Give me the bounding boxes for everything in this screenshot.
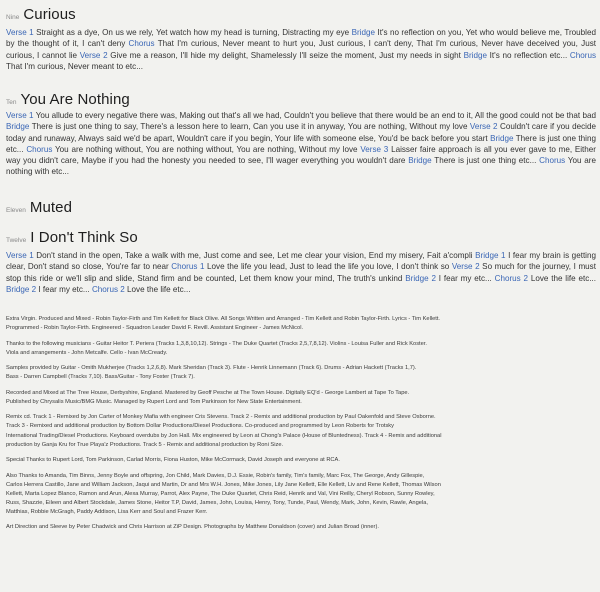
credits-line: Recorded and Mixed at The Tree House, Derbyshire, England. Mastered by Geoff Pesche at The Town House. Digitally EQ'd - George Lambert at Tape To Tape.	[6, 389, 410, 396]
track-number: Nine	[6, 14, 20, 21]
section-label: Verse 1	[6, 111, 34, 120]
credits-line: Extra Virgin. Produced and Mixed - Robin Taylor-Firth and Tim Kellett for Black Olive. All Songs Written and Arranged - Tim Kellett and Robin Taylor-Firth. Lyrics - Tim Kellett.	[6, 316, 441, 322]
song-title: I Don't Think So	[30, 229, 138, 246]
credits-line: International Trading/Diesel Productions. Keyboard overdubs by Jon Hall. Mix engineered by Leon at Chong's Palace (House of Bluntedness). Track 4 - Remix and additional	[6, 432, 442, 439]
section-label: Bridge 1	[475, 251, 506, 260]
song-heading	[6, 199, 72, 216]
credits-paragraph	[6, 456, 594, 465]
section-label: Verse 3	[360, 144, 389, 154]
credits-line: production by Ganja Kru for True Playa'z Productions. Track 5 - Remix and additional production by Roni Size.	[6, 441, 284, 448]
credits-line: Russ, Shazzie, Eileen and Albert Stockdale, James Stone, Heitor T.P, David, James, John, Louisa, Henry, Tony, Tunde, Paul, Wendy, Mark, John, Kevin, Rawle, Angela,	[6, 499, 428, 506]
lyric-text: Laisser faire approach is all you ever gave to me, Either way you didn't care, Maybe if you had the honesty you needed to see, I'll wager everything you wouldn't dare	[6, 144, 596, 166]
section-label: Chorus	[569, 50, 596, 60]
song-lyrics	[6, 110, 596, 178]
credits-line: Programmed - Robin Taylor-Firth. Engineered - Squadron Leader David F. Revill. Assistant Engineer - James McNicol.	[6, 325, 304, 332]
lyric-text: So much for the journey, I must stop this ride or we'll slip and slide, Stand firm and be counted, Let them know your mind, The truth's unkind	[6, 262, 596, 283]
credits-block	[6, 315, 594, 539]
section-label: Chorus	[539, 156, 566, 166]
credits-line: Kellett, Marta Lopez Blanco, Ramon and Arun, Alexa Murray, Parrot, Alex Payne, The Duke Quartet, Chris Reid, Henrik and Val, Vini Reilly, Cheryl Robson, Sunny Rowley,	[6, 490, 435, 497]
section-label: Verse 1	[6, 251, 34, 260]
track-number: Ten	[6, 99, 17, 106]
section-label: Verse 1	[6, 28, 34, 37]
credits-paragraph	[6, 413, 594, 449]
section-label: Verse 2	[469, 122, 498, 132]
lyric-text: Love the life etc...	[528, 273, 597, 283]
lyric-text: You are nothing with etc...	[6, 156, 596, 177]
section-label: Bridge	[463, 50, 487, 60]
lyric-text: It's no reflection etc...	[487, 50, 570, 60]
credits-paragraph	[6, 315, 594, 333]
section-label: Chorus	[128, 39, 155, 49]
section-label: Bridge 2	[6, 284, 37, 294]
credits-paragraph	[6, 389, 594, 407]
credits-line: Published by Chrysalis Music/BMG Music. Managed by Rupert Lord and Tom Parkinson for New State Entertainment.	[6, 398, 302, 405]
credits-line: Track 3 - Remixed and additional production by Bottom Dollar Productions/Diesel Productions. Co-produced and programmed by Leon Roberts for Trotsky	[6, 423, 394, 430]
credits-line: Thanks to the following musicians - Guitar Heitor T. Periera (Tracks 1,3,8,10,12). Strings - The Duke Quartet (Tracks 2,5,7,8,12). Violins - Louisa Fuller and Rick Koster.	[6, 340, 427, 347]
lyric-text: Give me a reason, I'll hide my delight, Shamelessly I'll seize the moment, Just my needs in sight	[107, 50, 464, 60]
credits-paragraph	[6, 340, 594, 358]
lyric-text: There is just one thing etc...	[431, 156, 540, 166]
section-label: Bridge	[6, 122, 30, 132]
section-label: Chorus 2	[91, 284, 125, 294]
credits-paragraph	[6, 472, 594, 517]
section-label: Bridge	[351, 28, 375, 37]
lyric-text: There is just one thing etc...	[6, 133, 596, 154]
lyric-text: Couldn't care if you decide today and runaway, Always said we'd be apart, Wouldn't care if you begin, Your life with someone else, You'd be back before you start	[6, 122, 596, 143]
credits-line: Samples provided by Guitar - Omith Mukherjee (Tracks 1,2,6,8). Mark Sheridan (Track 3). Flute - Henrik Linnemann (Track 6). Drums - Adrian Hackett (Tracks 1,7).	[6, 365, 417, 372]
section-label: Chorus	[26, 144, 53, 154]
lyric-text: Love the life you lead, Just to lead the life you love, I don't think so	[204, 262, 452, 272]
section-label: Bridge	[408, 156, 432, 166]
song-heading	[6, 91, 130, 108]
song-title: Curious	[23, 6, 76, 23]
song-title: Muted	[29, 199, 73, 216]
section-label: Chorus 2	[494, 273, 529, 283]
credits-paragraph	[6, 364, 594, 382]
credits-line: Viola and arrangements - John Metcalfe. Cello - Ivan McCready.	[6, 349, 168, 356]
lyric-text: I fear my etc...	[36, 284, 92, 294]
credits-line: Art Direction and Sleeve by Peter Chadwick and Chris Harrison at ZiP Design. Photographs by Matthew Donaldson (cover) and Julian Broad (inner).	[6, 524, 379, 531]
lyric-text: Straight as a dye, On us we rely, Yet watch how my head is turning, Distracting my eye	[33, 28, 352, 37]
song-title: You Are Nothing	[20, 91, 130, 108]
song-heading	[6, 6, 76, 23]
song-lyrics	[6, 27, 596, 72]
credits-line: Also Thanks to Amanda, Tim Binns, Jenny Boyle and offspring, Jon Child, Mark Davies, D.J. Essie, Robin's family, Tim's family, Marc Fox, The George, Andy Gillespie,	[6, 472, 425, 479]
lyric-text: Don't stand in the open, Take a walk with me, Just come and see, Let me clear your vision, End my misery, Fait a'compli	[33, 251, 476, 260]
lyric-text: That I'm curious, Never meant to etc...	[6, 61, 143, 71]
credits-paragraph	[6, 523, 594, 532]
credits-line: Special Thanks to Rupert Lord, Tom Parkinson, Carlad Morris, Fiona Huston, Mike McCormack, David Joseph and everyone at RCA.	[6, 457, 340, 464]
credits-line: Bass - Darren Campbell (Tracks 7,10). Bass/Guitar - Tony Foster (Track 7).	[6, 374, 195, 381]
lyric-text: You are nothing without, You are nothing without, You are nothing, Without my love	[52, 144, 361, 154]
section-label: Chorus 1	[171, 262, 205, 272]
lyric-text: There is just one thing to say, There's a lesson here to learn, Can you use it in anyway, You are nothing, Without my love	[29, 122, 470, 132]
credits-line: Carlos Herrera Castillo, Jane and William Jackson, Jaqui and Martin, Dr and Mrs W.H. Jones, Mike Jones, Lily Jane Kellett, Elle Kellett, Liv and Rene Kellett, Thomas Wilson	[6, 481, 441, 488]
credits-line: Matthias, Robbie McGragh, Paddy Addison, Lisa Kerr and Soul and Frazer Kerr.	[6, 508, 208, 515]
lyric-text: You allude to every negative there was, Making out that's all we had, Couldn't you believe that there would be an end to it, All the good could not be that bad	[33, 111, 597, 120]
section-label: Bridge 2	[405, 273, 436, 283]
song-lyrics	[6, 250, 596, 295]
lyric-text: I fear my etc...	[435, 273, 495, 283]
lyric-text: It's no reflection on you, Yet who would believe me, Troubled by the thought of it, I can't deny	[6, 28, 596, 49]
song-heading	[6, 229, 138, 246]
lyric-text: I fear my brain is getting clear, Don't stand so close, You're far to near	[6, 251, 596, 272]
track-number: Eleven	[6, 207, 26, 214]
section-label: Bridge	[490, 133, 514, 143]
credits-line: Remix cd. Track 1 - Remixed by Jon Carter of Monkey Mafia with engineer Cris Stevens. Track 2 - Remix and additional production by Paul Oakenfold and Steve Osborne.	[6, 414, 436, 421]
section-label: Verse 2	[451, 262, 480, 272]
lyric-text: Love the life etc...	[124, 284, 191, 294]
track-number: Twelve	[6, 237, 27, 244]
section-label: Verse 2	[79, 50, 108, 60]
lyric-text: That I'm curious, Never meant to hurt you, Just curious, I can't deny, That I'm curious, Never have deceived you, Just curious, I cannot lie	[6, 39, 596, 60]
